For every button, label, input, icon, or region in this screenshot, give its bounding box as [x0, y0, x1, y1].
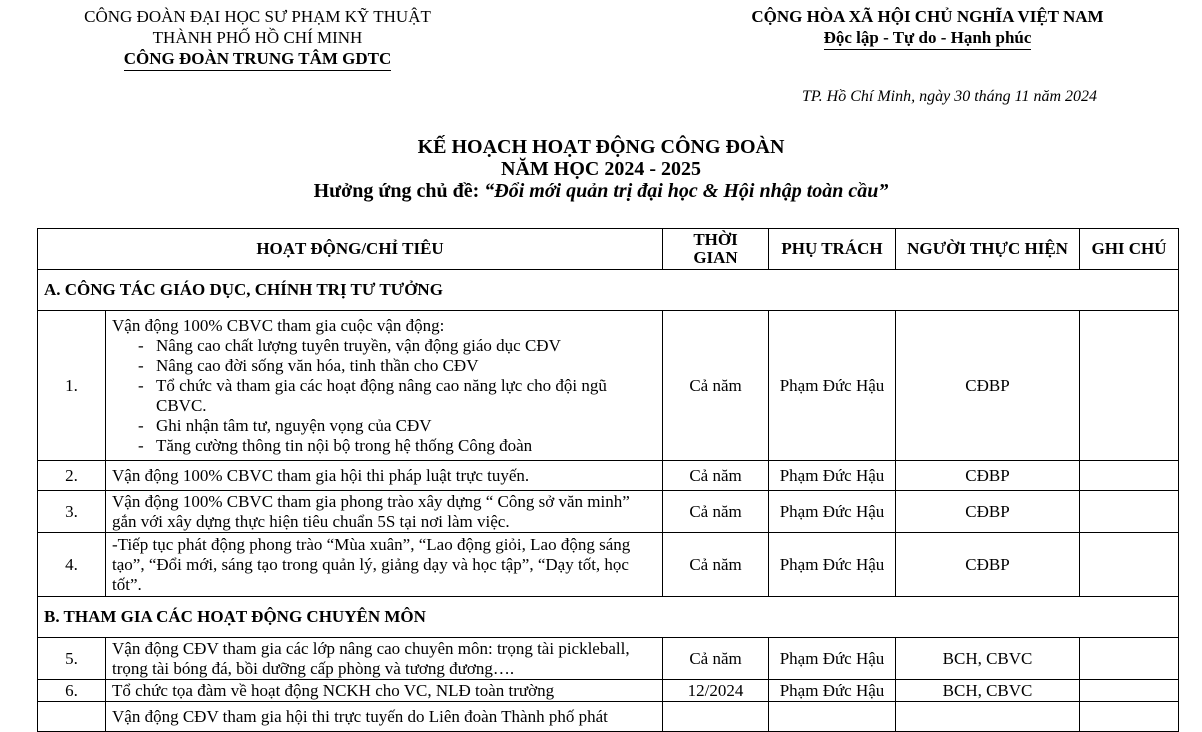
org-line-1: CÔNG ĐOÀN ĐẠI HỌC SƯ PHẠM KỸ THUẬT: [84, 7, 431, 26]
table-row: [38, 491, 1179, 533]
table-row: [38, 311, 1179, 461]
title-line-1: KẾ HOẠCH HOẠT ĐỘNG CÔNG ĐOÀN: [417, 136, 785, 158]
row-time: Cả năm: [663, 638, 769, 680]
row-executor: CĐBP: [896, 491, 1080, 533]
section-b-row: [38, 597, 1179, 638]
row-note: [1080, 461, 1179, 491]
table-row: [38, 461, 1179, 491]
row-responsible: Phạm Đức Hậu: [769, 680, 896, 702]
row-activity: [106, 311, 663, 461]
row-activity: Vận động 100% CBVC tham gia hội thi pháp luật trực tuyến.: [106, 461, 663, 491]
row-number: 3.: [38, 491, 106, 533]
row-note: [1080, 680, 1179, 702]
header-executor: NGƯỜI THỰC HIỆN: [896, 229, 1080, 270]
row-activity: -Tiếp tục phát động phong trào “Mùa xuân”, “Lao động giỏi, Lao động sáng tạo”, “Đổi mới, sáng tạo trong quản lý, giảng dạy và học tập”, “Dạy tốt, học tốt”.: [106, 533, 663, 597]
row-executor: CĐBP: [896, 533, 1080, 597]
row-number: 5.: [38, 638, 106, 680]
table-row: [38, 702, 1179, 732]
title-line-2: NĂM HỌC 2024 - 2025: [501, 158, 701, 180]
row-executor: [896, 702, 1080, 732]
activity-plan-table: [37, 228, 1179, 732]
activity-bullet-list: [112, 336, 656, 456]
row-number: 1.: [38, 311, 106, 461]
row-note: [1080, 638, 1179, 680]
row-executor: BCH, CBVC: [896, 638, 1080, 680]
row-note: [1080, 702, 1179, 732]
row-note: [1080, 491, 1179, 533]
header-time: THỜI GIAN: [663, 229, 769, 270]
row-activity: Tổ chức tọa đàm về hoạt động NCKH cho VC, NLĐ toàn trường: [106, 680, 663, 702]
row-activity: Vận động CĐV tham gia hội thi trực tuyến do Liên đoàn Thành phố phát: [106, 702, 663, 732]
row-responsible: Phạm Đức Hậu: [769, 311, 896, 461]
list-item: - Ghi nhận tâm tư, nguyện vọng của CĐV: [156, 416, 656, 436]
row-note: [1080, 311, 1179, 461]
header-left: [40, 6, 475, 71]
row-activity: Vận động CĐV tham gia các lớp nâng cao chuyên môn: trọng tài pickleball, trọng tài bóng đá, bồi dưỡng cấp phòng và tương đương….: [106, 638, 663, 680]
row-number: 6.: [38, 680, 106, 702]
row-note: [1080, 533, 1179, 597]
row-responsible: Phạm Đức Hậu: [769, 491, 896, 533]
row-time: Cả năm: [663, 311, 769, 461]
theme-quote: “Đổi mới quản trị đại học & Hội nhập toàn cầu”: [484, 180, 889, 202]
row-executor: CĐBP: [896, 311, 1080, 461]
section-a-row: [38, 270, 1179, 311]
row-responsible: [769, 702, 896, 732]
row-number: [38, 702, 106, 732]
theme-prefix: Hưởng ứng chủ đề:: [313, 180, 485, 202]
org-line-3: CÔNG ĐOÀN TRUNG TÂM GDTC: [124, 48, 392, 71]
table-row: [38, 638, 1179, 680]
table-row: [38, 680, 1179, 702]
row-number: 2.: [38, 461, 106, 491]
row-time: Cả năm: [663, 491, 769, 533]
row-number: 4.: [38, 533, 106, 597]
section-a-title: A. CÔNG TÁC GIÁO DỤC, CHÍNH TRỊ TƯ TƯỞNG: [38, 270, 1179, 311]
header-right: [700, 6, 1155, 50]
row-responsible: Phạm Đức Hậu: [769, 638, 896, 680]
row-activity: Vận động 100% CBVC tham gia phong trào xây dựng “ Công sở văn minh” gắn với xây dựng thực hiện tiêu chuẩn 5S tại nơi làm việc.: [106, 491, 663, 533]
table-header-row: [38, 229, 1179, 270]
row-time: [663, 702, 769, 732]
list-item: - Nâng cao đời sống văn hóa, tinh thần cho CĐV: [156, 356, 656, 376]
row-executor: CĐBP: [896, 461, 1080, 491]
row-time: Cả năm: [663, 461, 769, 491]
activity-intro: Vận động 100% CBVC tham gia cuộc vận động:: [112, 315, 445, 335]
header-activity: HOẠT ĐỘNG/CHỈ TIÊU: [38, 229, 663, 270]
document-title: [0, 136, 1202, 202]
list-item: - Tổ chức và tham gia các hoạt động nâng cao năng lực cho đội ngũ CBVC.: [156, 376, 656, 416]
national-title: CỘNG HÒA XÃ HỘI CHỦ NGHĨA VIỆT NAM: [751, 7, 1104, 26]
header-note: GHI CHÚ: [1080, 229, 1179, 270]
row-executor: BCH, CBVC: [896, 680, 1080, 702]
title-line-3: [0, 180, 1202, 202]
row-responsible: Phạm Đức Hậu: [769, 533, 896, 597]
list-item: - Tăng cường thông tin nội bộ trong hệ thống Công đoàn: [156, 436, 656, 456]
row-time: Cả năm: [663, 533, 769, 597]
document-date: TP. Hồ Chí Minh, ngày 30 tháng 11 năm 2024: [802, 88, 1097, 105]
header-responsible: PHỤ TRÁCH: [769, 229, 896, 270]
row-time: 12/2024: [663, 680, 769, 702]
national-motto: Độc lập - Tự do - Hạnh phúc: [824, 27, 1032, 50]
org-line-2: THÀNH PHỐ HỒ CHÍ MINH: [152, 28, 363, 47]
section-b-title: B. THAM GIA CÁC HOẠT ĐỘNG CHUYÊN MÔN: [38, 597, 1179, 638]
list-item: - Nâng cao chất lượng tuyên truyền, vận động giáo dục CĐV: [156, 336, 656, 356]
row-responsible: Phạm Đức Hậu: [769, 461, 896, 491]
table-row: [38, 533, 1179, 597]
